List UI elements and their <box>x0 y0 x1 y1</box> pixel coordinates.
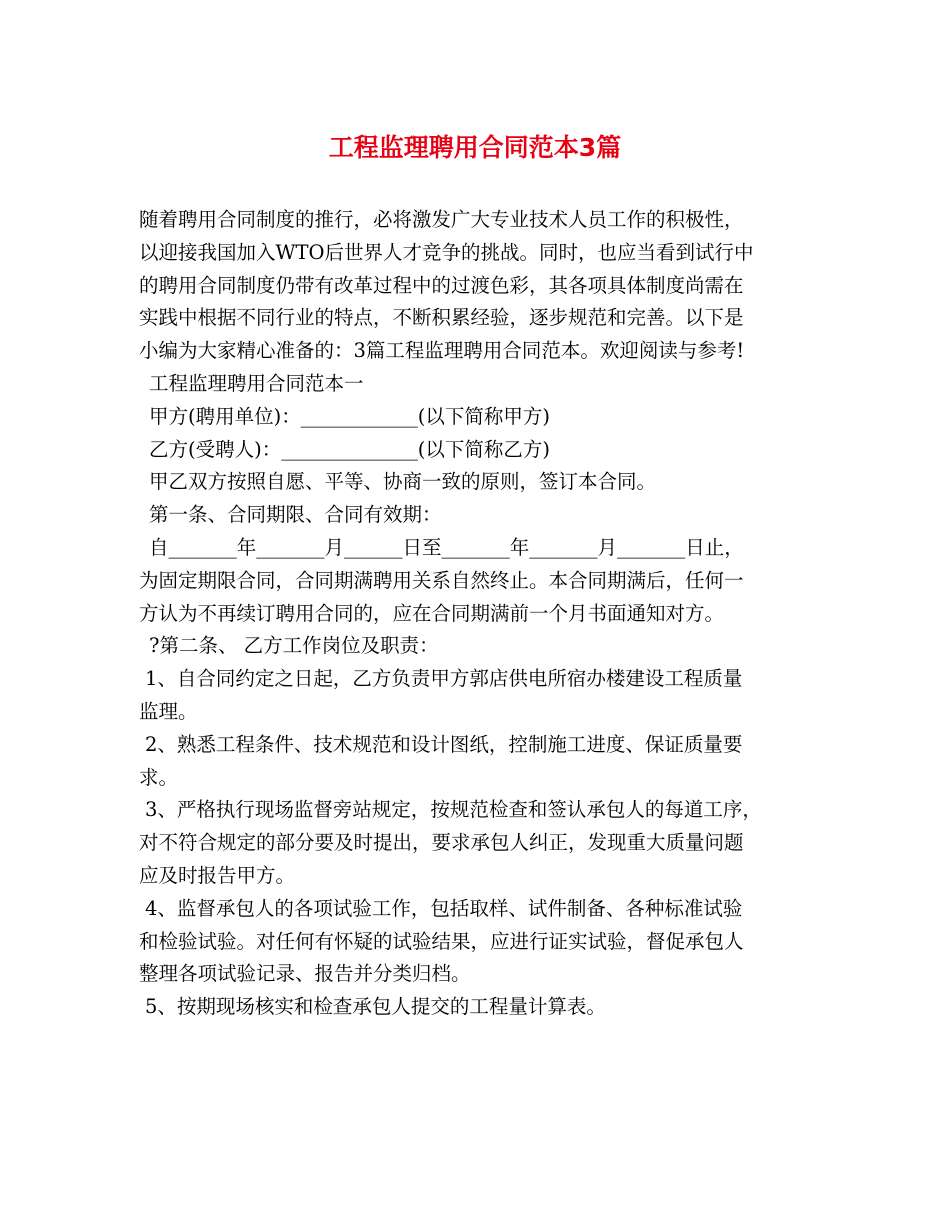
article1-line: 方认为不再续订聘用合同的，应在合同期满前一个月书面通知对方。 <box>139 601 725 625</box>
duty-line: 4、监督承包人的各项试验工作，包括取样、试件制备、各种标准试验 <box>145 896 743 920</box>
intro-line: 实践中根据不同行业的特点，不断积累经验，逐步规范和完善。以下是 <box>139 306 744 330</box>
duty-line: 应及时报告甲方。 <box>139 863 296 887</box>
agreement-line: 甲乙双方按照自愿、平等、协商一致的原则，签订本合同。 <box>149 470 657 494</box>
intro-line: 小编为大家精心准备的：3篇工程监理聘用合同范本。欢迎阅读与参考! <box>139 339 745 363</box>
duty-line: 求。 <box>139 765 179 789</box>
duty-line: 监理。 <box>139 699 198 723</box>
party-b-line: 乙方(受聘人)：______________(以下简称乙方) <box>149 437 550 461</box>
article1-line: 为固定期限合同，合同期满聘用关系自然终止。本合同期满后，任何一 <box>139 568 744 592</box>
duty-line: 3、严格执行现场监督旁站规定，按规范检查和签认承包人的每道工序， <box>145 798 762 822</box>
party-a-line: 甲方(聘用单位)：____________(以下简称甲方) <box>149 404 550 428</box>
duty-line: 整理各项试验记录、报告并分类归档。 <box>139 962 471 986</box>
article1-heading: 第一条、合同期限、合同有效期： <box>149 503 442 527</box>
duty-line: 2、熟悉工程条件、技术规范和设计图纸，控制施工进度、保证质量要 <box>145 732 743 756</box>
article2-heading: ?第二条、 乙方工作岗位及职责： <box>149 634 439 658</box>
duty-line: 5、按期现场核实和检查承包人提交的工程量计算表。 <box>145 995 606 1019</box>
duty-line: 1、自合同约定之日起，乙方负责甲方郭店供电所宿办楼建设工程质量 <box>145 667 743 691</box>
intro-line: 随着聘用合同制度的推行，必将激发广大专业技术人员工作的积极性， <box>139 208 744 231</box>
document-title: 工程监理聘用合同范本3篇 <box>328 133 622 162</box>
contract-heading: 工程监理聘用合同范本一 <box>149 371 364 395</box>
intro-line: 的聘用合同制度仍带有改革过程中的过渡色彩，其各项具体制度尚需在 <box>139 273 744 297</box>
duty-line: 和检验试验。对任何有怀疑的试验结果，应进行证实试验，督促承包人 <box>139 929 744 953</box>
duty-line: 对不符合规定的部分要及时提出，要求承包人纠正，发现重大质量问题 <box>139 831 744 855</box>
intro-line: 以迎接我国加入WTO后世界人才竞争的挑战。同时，也应当看到试行中 <box>139 240 754 264</box>
document-body <box>139 204 819 1024</box>
article1-line: 自_______年_______月______日至_______年_______月_______日止， <box>149 535 744 559</box>
